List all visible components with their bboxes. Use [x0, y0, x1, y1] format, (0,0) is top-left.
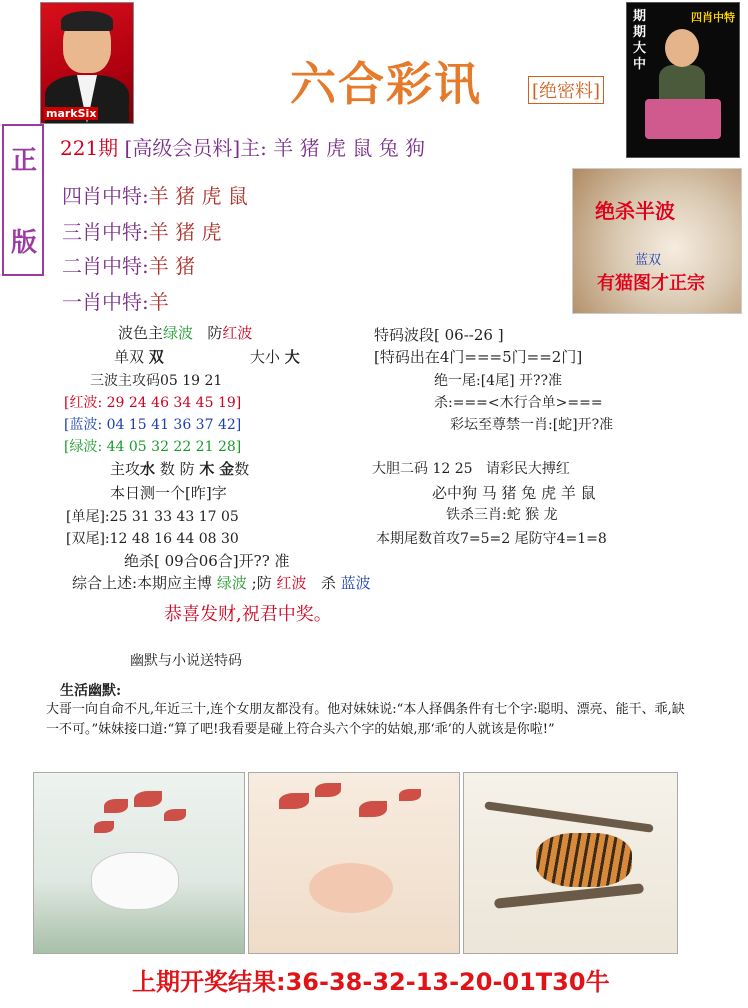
- bold-two-line: 大胆二码 12 25 请彩民大搏红: [372, 461, 570, 477]
- pick-three: 三肖中特:羊 猪 虎: [62, 220, 222, 244]
- joke-section-title: 幽默与小说送特码: [130, 653, 242, 669]
- green-wave-line: [绿波: 44 05 32 22 21 28]: [64, 439, 242, 455]
- cartoon-monk-image: [626, 2, 740, 158]
- big-small-line: 大小 大: [250, 348, 300, 366]
- page-subtitle: [绝密料]: [528, 76, 604, 104]
- genuine-badge: [2, 124, 44, 276]
- forum-one-line: 彩坛至尊禁一肖:[蛇]开?准: [450, 417, 614, 433]
- tail-first-line: 本期尾数首攻7=5=2 尾防守4=1=8: [376, 531, 607, 547]
- main-zodiacs: 羊 猪 虎 鼠 兔 狗: [273, 136, 426, 160]
- single-tail-line: [单尾]:25 31 33 43 17 05: [66, 509, 239, 525]
- must-win-line: 必中狗 马 猪 兔 虎 羊 鼠: [432, 484, 596, 502]
- kill-element-line: 杀:===<木行合单>===: [434, 395, 603, 411]
- cartoon-vertical-text: 期期大中: [633, 9, 647, 72]
- joke-heading: 生活幽默:: [60, 683, 122, 699]
- three-wave-line: 三波主攻码05 19 21: [90, 373, 223, 389]
- congrats-line: 恭喜发财,祝君中奖。: [164, 604, 332, 625]
- blue-wave-line: [蓝波: 04 15 41 36 37 42]: [64, 417, 242, 433]
- summary-line: 综合上述:本期应主博 绿波 ;防 红波 杀 蓝波: [72, 574, 371, 592]
- last-result-line: 上期开奖结果:36-38-32-13-20-01T30牛: [132, 968, 610, 996]
- period-line: [60, 132, 425, 161]
- special-doors-line: [特码出在4门===5门==2门]: [374, 348, 583, 366]
- iron-kill-line: 铁杀三肖:蛇 猴 龙: [446, 507, 558, 523]
- odd-even-line: 单双 双: [114, 348, 164, 366]
- badge-char-2: 版: [11, 228, 38, 258]
- page-title: 六合彩讯: [290, 57, 482, 111]
- double-tail-line: [双尾]:12 48 16 44 08 30: [66, 531, 239, 547]
- kill-line: 绝杀[ 09合06合]开?? 准: [124, 552, 290, 570]
- pick-one: 一肖中特:羊: [62, 290, 169, 314]
- red-wave-line: [红波: 29 24 46 34 45 19]: [64, 395, 242, 411]
- goat-painting-image: [33, 772, 245, 954]
- special-range-line: 特码波段[ 06--26 ]: [374, 326, 504, 344]
- one-tail-line: 绝一尾:[4尾] 开??准: [434, 373, 563, 389]
- main-attack-line: 主攻水 数 防 木 金数: [110, 460, 250, 478]
- joke-text: 大哥一向自命不凡,年近三十,连个女朋友都没有。他对妹妹说:“本人择偶条件有七个字:聪明、漂亮、能干、乖,缺一不可。”妹妹接口道:“算了吧!我看要是碰上符合头六个字的姑娘,那‘乖’的人就该是你啦!”: [46, 702, 685, 737]
- period-number: 221期: [60, 136, 119, 160]
- cat-line-blue: 蓝双: [635, 253, 662, 268]
- pick-two: 二肖中特:羊 猪: [62, 254, 196, 278]
- daily-char-line: 本日测一个[昨]字: [110, 484, 227, 502]
- cat-line-kill: 绝杀半波: [595, 199, 675, 223]
- badge-char-1: 正: [11, 146, 38, 176]
- tiger-painting-image: [463, 772, 678, 954]
- marksix-logo: markSix: [46, 107, 97, 120]
- host-portrait-image: [40, 2, 134, 124]
- pig-painting-image: [248, 772, 460, 954]
- cat-line-genuine: 有猫图才正宗: [597, 273, 705, 294]
- cat-promo-image: [572, 168, 742, 314]
- pick-four: 四肖中特:羊 猪 虎 鼠: [62, 184, 248, 208]
- cartoon-sign-text: 四肖中特: [691, 11, 735, 24]
- wave-main-line: 波色主绿波 防红波: [118, 324, 253, 342]
- member-label: [高级会员料]主:: [124, 136, 267, 160]
